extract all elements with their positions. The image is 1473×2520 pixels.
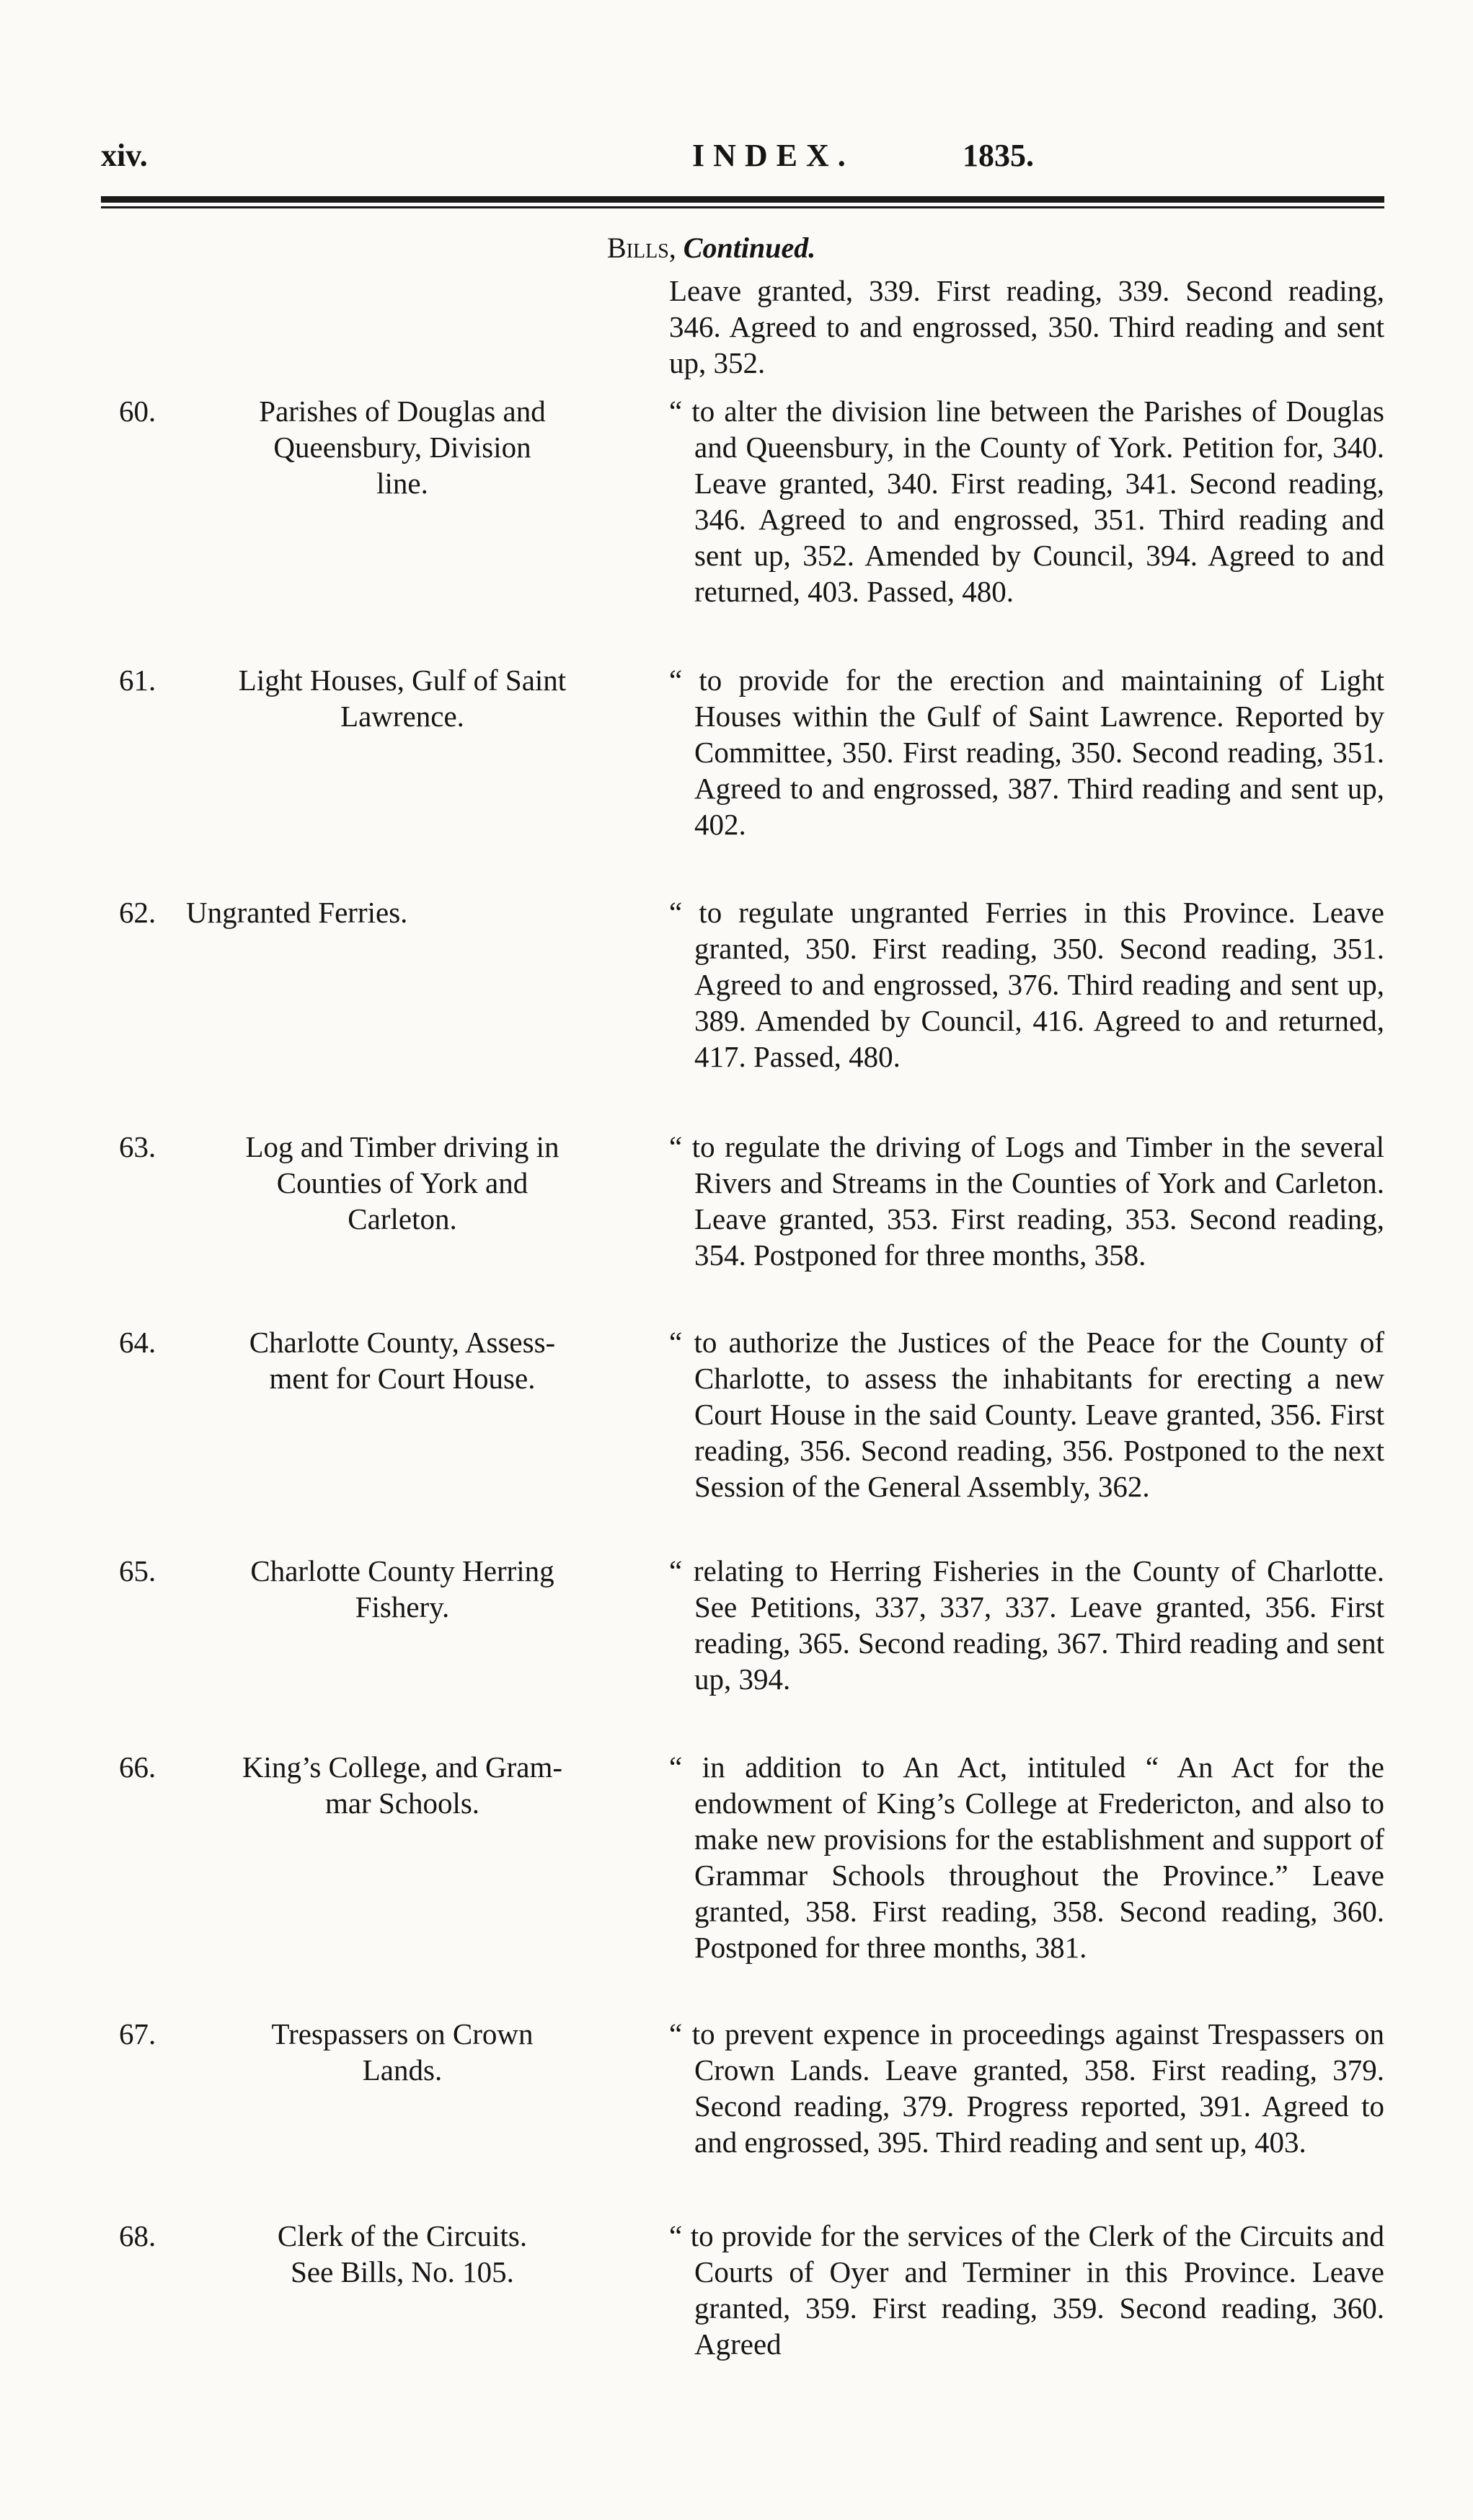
- entry-text: “ to authorize the Justices of the Peace for the County of Charlotte, to assess the inhabitants for erecting a new Court House in the said County. Leave granted, 356. First reading, 356. Second reading, 356. Postponed to the next Session of the General Assembly, 362.: [669, 1326, 1384, 1503]
- entry-description: [611, 1324, 1384, 1504]
- entry-text: “ relating to Herring Fisheries in the County of Charlotte. See Petitions, 337, 337, 337. Leave granted, 356. First reading, 365. Second reading, 367. Third reading and sent up, 394.: [669, 1554, 1384, 1696]
- continued-entry-text-block: [611, 273, 1384, 381]
- section-continued: Continued.: [683, 232, 816, 264]
- entry-number: 68.: [119, 2219, 156, 2252]
- entry-text: “ to regulate the driving of Logs and Timber in the several Rivers and Streams in the Counties of York and Carleton. Leave granted, 353. First reading, 353. Second reading, 354. Postponed for three months, 358.: [669, 1130, 1384, 1272]
- entry-name: Trespassers on Crown Lands.: [271, 2017, 534, 2087]
- header-rule-thick: [101, 196, 1384, 203]
- entry-description: [611, 393, 1384, 609]
- entry-number: 66.: [119, 1750, 156, 1784]
- entry-text: “ in addition to An Act, intituled “ An Act for the endowment of King’s College at Fredericton, and also to make new provisions for the establishment and support of Grammar Schools throughout the Province.” Leave granted, 358. First reading, 358. Second reading, 360. Postponed for three months, 381.: [669, 1750, 1384, 1964]
- entry-number: 64.: [119, 1326, 156, 1359]
- entry-name: Light Houses, Gulf of Saint Lawrence.: [238, 664, 567, 733]
- page-number: xiv.: [101, 138, 148, 173]
- entry-name: Clerk of the Circuits. See Bills, No. 105.: [277, 2219, 528, 2288]
- entry-name: King’s College, and Gram- mar Schools.: [242, 1750, 563, 1820]
- entry-description: [611, 2218, 1384, 2362]
- entry-name: Log and Timber driving in Counties of York and Carleton.: [245, 1130, 559, 1235]
- header-rule-thin: [101, 206, 1384, 208]
- page-header: [101, 137, 1384, 180]
- entry-text: “ to provide for the erection and maintaining of Light Houses within the Gulf of Saint Lawrence. Reported by Committee, 350. First reading, 350. Second reading, 351. Agreed to and engrossed, 387. Third reading and sent up, 402.: [669, 664, 1384, 841]
- continued-entry-text: Leave granted, 339. First reading, 339. Second reading, 346. Agreed to and engrossed, 350. Third reading and sent up, 352.: [669, 274, 1384, 379]
- entry-description: [611, 2016, 1384, 2160]
- page-year: 1835.: [963, 138, 1034, 173]
- entry-description: [611, 894, 1384, 1075]
- entry-name: Charlotte County Herring Fishery.: [250, 1554, 554, 1624]
- entry-number: 60.: [119, 395, 156, 428]
- entry-description: [611, 1129, 1384, 1273]
- entry-name: Ungranted Ferries.: [186, 896, 408, 929]
- entry-number: 62.: [119, 896, 156, 929]
- entry-name: Charlotte County, Assess- ment for Court House.: [249, 1326, 556, 1395]
- entry-text: “ to alter the division line between the Parishes of Douglas and Queensbury, in the County of York. Petition for, 340. Leave granted, 340. First reading, 341. Second reading, 346. Agreed to and engrossed, 351. Third reading and sent up, 352. Amended by Council, 394. Agreed to and returned, 403. Passed, 480.: [669, 395, 1384, 608]
- entry-text: “ to provide for the services of the Clerk of the Circuits and Courts of Oyer and Terminer in this Province. Leave granted, 359. First reading, 359. Second reading, 360. Agreed: [669, 2219, 1384, 2361]
- entry-number: 67.: [119, 2017, 156, 2050]
- entry-description: [611, 662, 1384, 842]
- entry-description: [611, 1749, 1384, 1965]
- entry-number: 63.: [119, 1130, 156, 1163]
- entry-number: 61.: [119, 664, 156, 697]
- entry-name: Parishes of Douglas and Queensbury, Division line.: [259, 395, 546, 500]
- entry-text: “ to regulate ungranted Ferries in this Province. Leave granted, 350. First reading, 350. Second reading, 351. Agreed to and engrossed, 376. Third reading and sent up, 389. Amended by Council, 416. Agreed to and returned, 417. Passed, 480.: [669, 896, 1384, 1073]
- page-title: INDEX.: [692, 138, 854, 173]
- section-label: Bills,: [607, 232, 676, 264]
- section-heading: [607, 231, 815, 265]
- entry-number: 65.: [119, 1554, 156, 1587]
- entry-description: [611, 1553, 1384, 1697]
- entry-text: “ to prevent expence in proceedings against Trespassers on Crown Lands. Leave granted, 358. First reading, 379. Second reading, 379. Progress reported, 391. Agreed to and engrossed, 395. Third reading and sent up, 403.: [669, 2017, 1384, 2159]
